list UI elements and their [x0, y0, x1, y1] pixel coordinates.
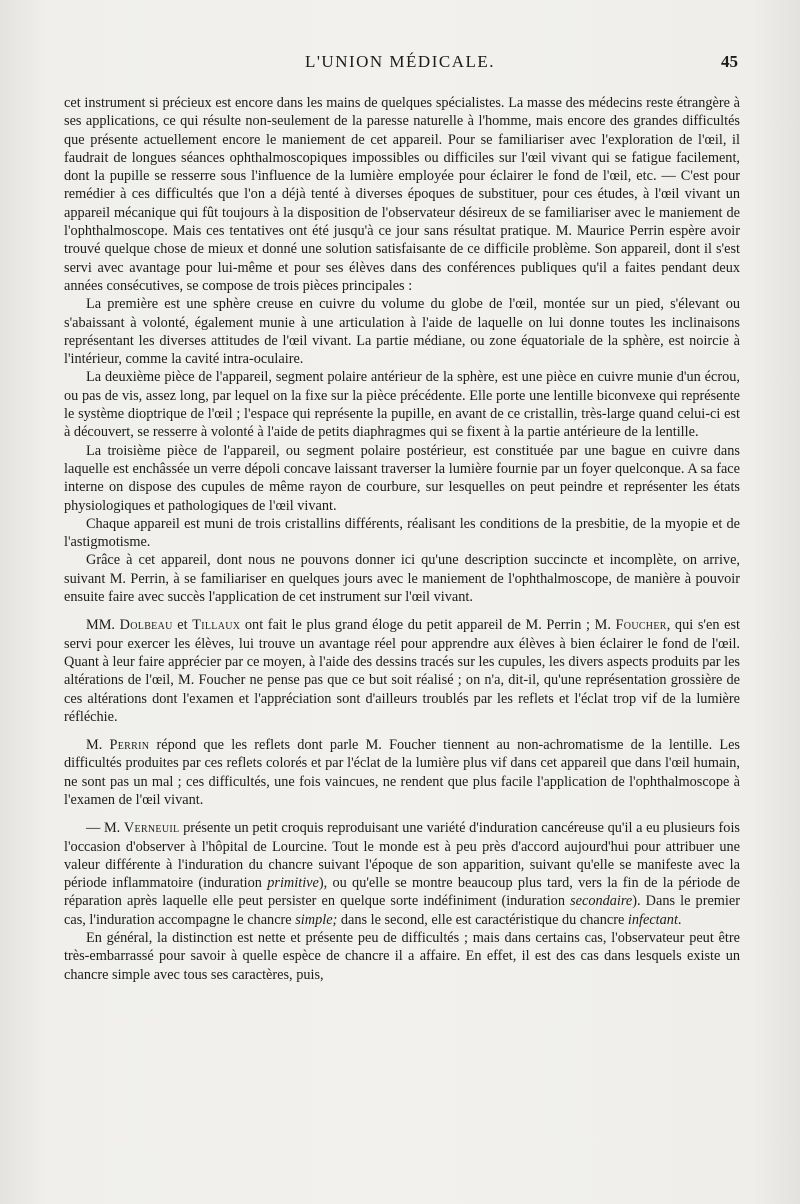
- surgeon-name: Foucher: [615, 617, 667, 634]
- text-run: M.: [86, 737, 110, 754]
- page-header: [62, 52, 738, 78]
- italic-term: infectant: [627, 911, 678, 928]
- paragraph-1: cet instrument si précieux est encore dans les mains de quelques spécialistes. La masse des médecins reste étrangère à ses applications, ce qui résulte non-seulement de la paresse naturelle à l'homme, mais encore des grandes difficultés que présente actuellement encore le maniement de cet appareil. Pour se familiariser avec l'exploration de l'œil, il faudrait de longues séances ophthalmoscopiques impossibles ou difficiles sur l'œil vivant qui se fatigue facilement, dont la pupille se resserre sous l'influence de la lumière employée pour éclairer le fond de l'œil, etc. — C'est pour remédier à ces difficultés que l'on a déjà tenté à diverses époques de substituer, pour ces études, à l'œil vivant un appareil mécanique qui fût toujours à la disposition de l'observateur désireux de se familiariser avec le maniement de l'ophthalmoscope. Mais ces tentatives ont été jusqu'à ce jour sans résultat pratique. M. Maurice Perrin espère avoir trouvé quelque chose de mieux et donné une solution satisfaisante de ce difficile problème. Son appareil, dont il s'est servi avec avantage pour lui-même et pour ses élèves dans des conférences publiques qu'il a faites pendant deux années consécutives, se compose de trois pièces principales :: [64, 95, 740, 294]
- surgeon-name: Tillaux: [192, 617, 241, 634]
- surgeon-name: Verneuil: [123, 820, 180, 837]
- text-run: — M.: [86, 820, 124, 837]
- text-run: présente un petit croquis reproduisant une variété d'induration cancéreuse qu'il a eu plusieurs fois l'occasion d'observer à l'hôpital de Lourcine. Tout le monde est à peu près d'accord aujourd'hui pour attribuer une valeur différente à l'induration du chancre suivant l'époque de son apparition, suivant qu'elle se manifeste avec la période inflammatoire (induration: [64, 820, 740, 892]
- text-run: répond que les reflets dont parle M. Foucher tiennent au non-achromatisme de la lentille. Les difficultés produites par ces reflets colorés et par l'éclat de la lumière plus vif dans cet appareil que dans l'œil humain, ne sont pas un mal ; ces difficultés, une fois vaincues, ne rendent que plus facile l'application de l'ophthalmoscope à l'examen de l'œil vivant.: [64, 737, 740, 808]
- paragraph-5: Chaque appareil est muni de trois cristallins différents, réalisant les conditions de la presbitie, de la myopie et de l'astigmotisme.: [64, 515, 740, 551]
- italic-term: secondaire: [570, 893, 633, 910]
- text-run: ). Dans le premier cas, l'induration accompagne le chancre: [64, 893, 740, 928]
- paragraph-6: Grâce à cet appareil, dont nous ne pouvons donner ici qu'une description succincte et incomplète, on arrive, suivant M. Perrin, à se familiariser en quelques jours avec le maniement de l'ophthalmoscope, de manière à pouvoir ensuite faire avec succès l'application de cet instrument sur l'œil vivant.: [64, 552, 740, 606]
- paragraph-8: [64, 736, 740, 809]
- text-run: , qui s'en est servi pour exercer les élèves, lui trouve un avantage réel pour apprendre aux élèves à bien éclairer le fond de l'œil. Quant à leur faire apprécier par ce moyen, à l'aide des dessins tracés sur les cupules, les divers aspects produits par les altérations de l'œil, M. Foucher ne pense pas que ce but soit réalisé ; on n'a, dit-il, qu'une représentation grossière de ces altérations dont l'examen et l'appréciation sont d'ailleurs troublés par les reflets et l'éclat trop vif de la lumière réfléchie.: [64, 617, 740, 725]
- paragraph-2: La première est une sphère creuse en cuivre du volume du globe de l'œil, montée sur un pied, s'élevant ou s'abaissant à volonté, également munie à une articulation à l'aide de laquelle on lui donne toutes les inclinaisons représentant les diverses attitudes de l'œil vivant. La partie médiane, ou zone équatoriale de la sphère, est noircie à l'intérieur, comme la cavité intra-oculaire.: [64, 296, 740, 368]
- page-number: 45: [721, 52, 738, 71]
- paragraph-3: La deuxième pièce de l'appareil, segment polaire antérieur de la sphère, est une pièce en cuivre munie d'un écrou, ou pas de vis, assez long, par lequel on la fixe sur la pièce précédente. Elle porte une lentille biconvexe qui représente le système dioptrique de l'œil ; l'espace qui représente la pupille, en avant de ce cristallin, très-large quand celui-ci est à découvert, se resserre à volonté à l'aide de petits diaphragmes qui se fixent à la partie antérieure de la lentille.: [64, 369, 740, 441]
- text-run: ont fait le plus grand éloge du petit appareil de M. Perrin ; M.: [240, 617, 616, 634]
- paragraph-10: En général, la distinction est nette et présente peu de difficultés ; mais dans certains cas, l'observateur peut être très-embarrassé pour savoir à quelle espèce de chancre il a affaire. En effet, il est des cas dans lesquels existe un chancre simple avec tous ses caractères, puis,: [64, 930, 740, 983]
- paragraph-9: [64, 819, 740, 929]
- text-run: ), ou qu'elle se montre beaucoup plus tard, vers la fin de la période de réparation après laquelle elle peut persister en quelque sorte indéfiniment (induration: [64, 875, 740, 910]
- text-run: MM.: [86, 617, 120, 634]
- paragraph-7: [64, 616, 740, 726]
- article-body: [64, 94, 740, 984]
- italic-term: simple;: [295, 911, 338, 928]
- running-title: L'UNION MÉDICALE.: [304, 52, 496, 71]
- text-run: et: [172, 617, 193, 634]
- italic-term: primitive: [267, 875, 319, 892]
- text-run: dans le second, elle est caractéristique du chancre: [337, 911, 628, 928]
- surgeon-name: Perrin: [109, 737, 150, 754]
- surgeon-name: Dolbeau: [119, 617, 173, 634]
- paragraph-4: La troisième pièce de l'appareil, ou segment polaire postérieur, est constituée par une bague en cuivre dans laquelle est enchâssée un verre dépoli concave laissant traverser la lumière fournie par un foyer quelconque. A sa face interne on dispose des cupules de même rayon de courbure, sur lesquelles on peut peindre et représenter les états physiologiques et pathologiques de l'œil vivant.: [64, 442, 740, 514]
- text-run: .: [677, 911, 682, 928]
